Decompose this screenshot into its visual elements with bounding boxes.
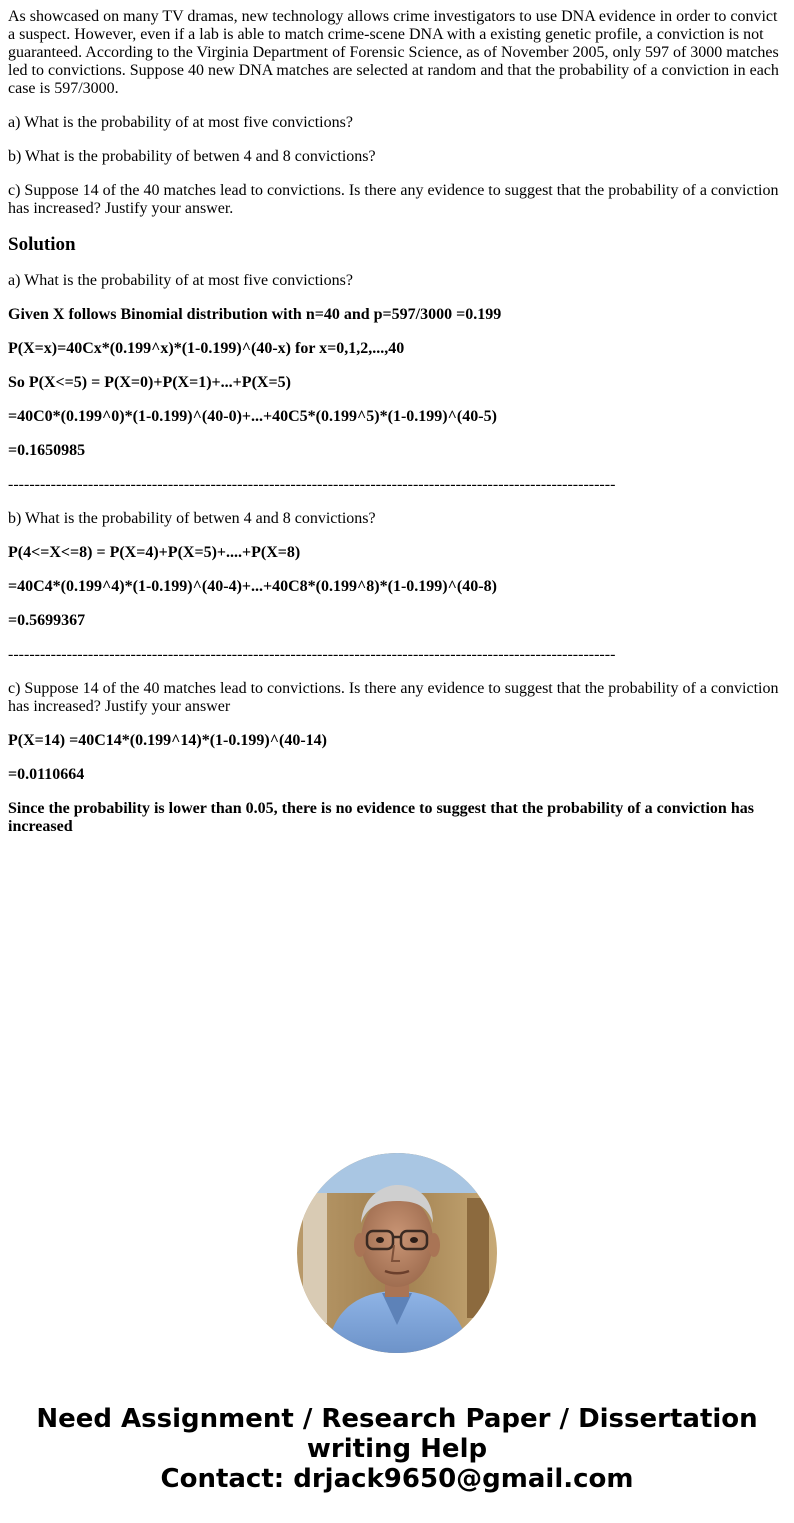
contact-banner [0,1404,794,1494]
question-part-c: c) Suppose 14 of the 40 matches lead to convictions. Is there any evidence to suggest that the probability of a conviction has increased? Justify your answer. [8,182,779,217]
solution-b-line: =40C4*(0.199^4)*(1-0.199)^(40-4)+...+40C8*(0.199^8)*(1-0.199)^(40-8) [8,578,497,595]
separator-line: ------------------------------------------------------------------------------------------------------------------ [8,646,616,663]
solution-a-line: =40C0*(0.199^0)*(1-0.199)^(40-0)+...+40C5*(0.199^5)*(1-0.199)^(40-5) [8,408,497,425]
promo-line: writing Help [306,1434,488,1464]
promo-line: Need Assignment / Research Paper / Dissertation [36,1404,758,1434]
solution-b-answer: =0.5699367 [8,612,86,629]
solution-b-question: b) What is the probability of betwen 4 and 8 convictions? [8,510,376,527]
separator-line: ------------------------------------------------------------------------------------------------------------------ [8,476,616,493]
solution-a-line: Given X follows Binomial distribution with n=40 and p=597/3000 =0.199 [8,306,502,323]
author-portrait-image [297,1153,497,1353]
question-intro: As showcased on many TV dramas, new technology allows crime investigators to use DNA evidence in order to convict a suspect. However, even if a lab is able to match crime-scene DNA with a existing genetic profile, a conviction is not guaranteed. According to the Virginia Department of Forensic Science, as of November 2005, only 597 of 3000 matches led to convictions. Suppose 40 new DNA matches are selected at random and that the probability of a conviction in each case is 597/3000. [8,8,779,97]
solution-c-conclusion: Since the probability is lower than 0.05, there is no evidence to suggest that the probability of a conviction has increased [8,800,754,835]
author-photo [297,1153,497,1353]
solution-a-answer: =0.1650985 [8,442,86,459]
question-part-a: a) What is the probability of at most five convictions? [8,114,353,131]
solution-b-line: P(4<=X<=8) = P(X=4)+P(X=5)+....+P(X=8) [8,544,301,561]
solution-heading: Solution [8,234,76,255]
solution-a-question: a) What is the probability of at most five convictions? [8,272,353,289]
solution-c-line: P(X=14) =40C14*(0.199^14)*(1-0.199)^(40-14) [8,732,327,749]
solution-c-question: c) Suppose 14 of the 40 matches lead to convictions. Is there any evidence to suggest that the probability of a conviction has increased? Justify your answer [8,680,779,715]
solution-a-line: So P(X<=5) = P(X=0)+P(X=1)+...+P(X=5) [8,374,291,391]
solution-a-line: P(X=x)=40Cx*(0.199^x)*(1-0.199)^(40-x) for x=0,1,2,...,40 [8,340,405,357]
solution-c-answer: =0.0110664 [8,766,85,783]
promo-contact-line: Contact: drjack9650@gmail.com [160,1464,634,1494]
question-part-b: b) What is the probability of betwen 4 and 8 convictions? [8,148,376,165]
